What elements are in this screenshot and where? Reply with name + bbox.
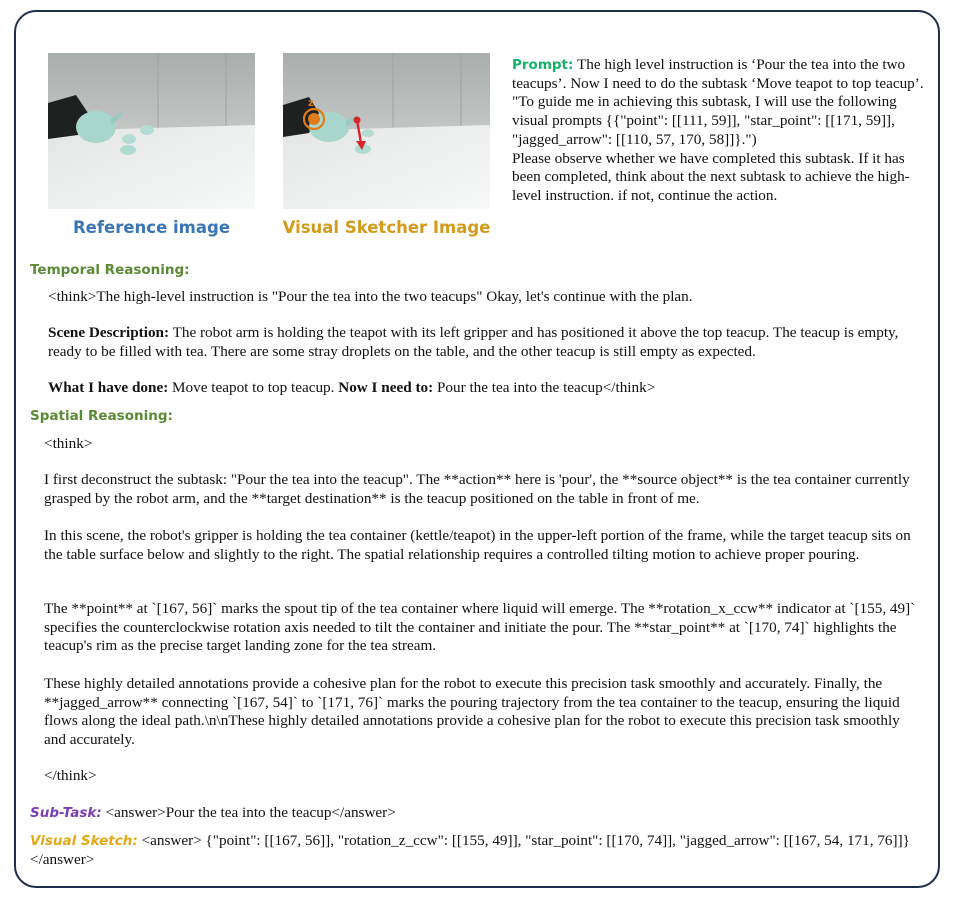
spatial-paragraph-3: The **point** at `[167, 56]` marks the spout tip of the tea container where liquid will emerge. The **rotation_x_ccw** indicator at `[155, 49]` specifies the counterclockwise rotation axis needed to tilt the container and initiate the pour. The **star_point** at `[170, 74]` highlights the teacup's rim as the precise target landing zone for the tea stream. <box>44 600 916 655</box>
spatial-reasoning-title: Spatial Reasoning: <box>30 408 173 424</box>
visual-sketcher-image <box>283 53 490 209</box>
spatial-think-close: </think> <box>44 767 97 784</box>
temporal-reasoning-title: Temporal Reasoning: <box>30 262 190 278</box>
done-label: What I have done: <box>48 379 169 396</box>
prompt-label: Prompt: <box>512 57 574 73</box>
subtask-row <box>30 804 935 823</box>
prompt-text: The high level instruction is ‘Pour the tea into the two teacups’. Now I need to do the subtask ‘Move teapot to top teacup’. "To guide me in achieving this subtask, I will use the following visual prompts {{"point": [[111, 59]], "star_point": [[171, 59]], "jagged_arrow": [[110, 57, 170, 58]]}.") <box>512 56 924 148</box>
visual-sketch-text: <answer> {"point": [[167, 56]], "rotation_z_ccw": [[155, 49]], "star_point": [[170, 74]], "jagged_arrow": [[167, 54, 171, 76]]} </answer> <box>30 832 910 868</box>
reference-image <box>48 53 255 209</box>
scene-description-text: The robot arm is holding the teapot with its left gripper and has positioned it above the top teacup. The teacup is empty, ready to be filled with tea. There are some stray droplets on the table, and the other teacup is still empty as expected. <box>48 324 899 360</box>
visual-sketch-row <box>30 832 935 869</box>
temporal-progress <box>48 379 928 398</box>
temporal-scene-description <box>48 324 923 361</box>
prompt-block <box>512 56 930 206</box>
scene-description-label: Scene Description: <box>48 324 170 341</box>
subtask-label: Sub-Task: <box>30 805 102 821</box>
spatial-paragraph-1: I first deconstruct the subtask: "Pour the tea into the teacup". The **action** here is 'pour', the **source object** is the tea container currently grasped by the robot arm, and the **target destination** is the teacup positioned on the table in front of me. <box>44 471 910 507</box>
done-text: Move teapot to top teacup. <box>168 379 339 396</box>
spatial-paragraph-4: These highly detailed annotations provide a cohesive plan for the robot to execute this precision task smoothly and accurately. Finally, the **jagged_arrow** connecting `[167, 54]` to `[171, 76]` marks the pouring trajectory from the tea container to the teacup, ensuring the liquid flows along the ideal path.\n\nThese highly detailed annotations provide a cohesive plan for the robot to execute this precision task smoothly and accurately. <box>44 675 900 749</box>
visual-sketch-label: Visual Sketch: <box>30 833 138 849</box>
need-text: Pour the tea into the teacup</think> <box>433 379 656 396</box>
need-label: Now I need to: <box>338 379 434 396</box>
spatial-think-open: <think> <box>44 435 93 452</box>
temporal-line-1: <think>The high-level instruction is "Pour the tea into the two teacups" Okay, let's continue with the plan. <box>48 288 693 305</box>
spatial-paragraph-2: In this scene, the robot's gripper is holding the tea container (kettle/teapot) in the upper-left portion of the frame, while the target teacup sits on the table surface below and slightly to the right. The spatial relationship requires a controlled tilting motion to achieve proper pouring. <box>44 527 911 563</box>
subtask-text: <answer>Pour the tea into the teacup</answer> <box>101 804 396 821</box>
reference-image-caption: Reference image <box>72 218 231 237</box>
prompt-text-2: Please observe whether we have completed this subtask. If it has been completed, think about the next subtask to achieve the high-level instruction. if not, continue the action. <box>512 149 910 204</box>
visual-sketcher-caption: Visual Sketcher Image <box>282 218 491 237</box>
rotation-axis-label: z <box>308 98 314 109</box>
